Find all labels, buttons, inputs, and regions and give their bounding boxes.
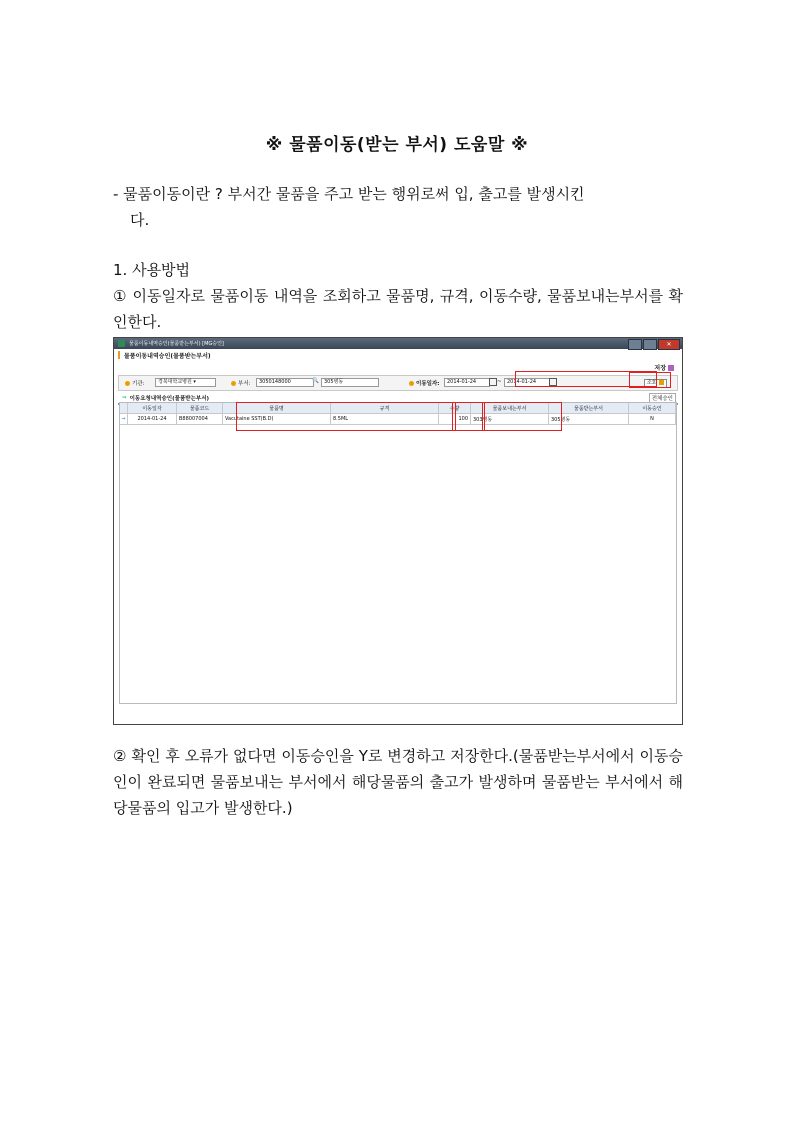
- intro-line-2: 다.: [130, 211, 150, 229]
- maximize-button[interactable]: [643, 339, 657, 350]
- table-cell[interactable]: 303병동: [471, 414, 549, 425]
- table-cell[interactable]: Vacutaine SST(B.D): [223, 414, 331, 425]
- table-cell[interactable]: 100: [439, 414, 471, 425]
- grid-header-selector: [120, 403, 128, 414]
- dept-code-input[interactable]: 3050148000: [256, 378, 314, 387]
- column-header[interactable]: 물품받는부서: [549, 403, 629, 414]
- dept-label: 부서:: [231, 379, 250, 387]
- minimize-button[interactable]: [628, 339, 642, 350]
- approval-cell[interactable]: N: [629, 414, 676, 425]
- screen-title-text: 물품이동내역승인(물품받는부서): [124, 352, 211, 360]
- dept-name-input[interactable]: 305병동: [321, 378, 379, 387]
- column-header[interactable]: 규격: [331, 403, 439, 414]
- method-heading: 1. 사용방법: [113, 261, 191, 279]
- date-label: 이동일자:: [409, 379, 439, 387]
- row-selector-icon[interactable]: ⇒: [120, 414, 128, 425]
- embedded-app-screenshot: [113, 337, 683, 725]
- query-button[interactable]: 조회: [644, 379, 667, 388]
- save-button[interactable]: [654, 363, 674, 372]
- section-arrow-icon: ⇒: [122, 395, 127, 401]
- screen-title: [114, 349, 682, 361]
- window-title: 물품이동내역승인(물품받는부서) [MG승인]: [129, 341, 224, 347]
- save-icon: [668, 365, 674, 371]
- highlight-item-name-spec: [236, 402, 456, 431]
- table-cell[interactable]: 305병동: [549, 414, 629, 425]
- title-marker-icon: [118, 351, 120, 359]
- date-from-input[interactable]: 2014-01-24: [444, 378, 490, 387]
- intro-line-1: - 물품이동이란 ? 부서간 물품을 주고 받는 행위로써 입, 출고를 발생시킨: [113, 185, 585, 203]
- table-cell[interactable]: 2014-01-24: [128, 414, 177, 425]
- window-controls: [627, 339, 680, 348]
- required-dot-icon: [409, 381, 414, 386]
- column-header[interactable]: 이동일자: [128, 403, 177, 414]
- window-titlebar: [114, 338, 682, 349]
- required-dot-icon: [125, 381, 130, 386]
- document-title: ※ 물품이동(받는 부서) 도움말 ※: [265, 135, 529, 155]
- column-header[interactable]: 수량: [439, 403, 471, 414]
- column-header[interactable]: 물품보내는부서: [471, 403, 549, 414]
- highlight-sending-dept: [482, 402, 562, 431]
- org-label: 기관:: [125, 379, 144, 387]
- data-grid: [119, 402, 677, 704]
- step-2-text: ② 확인 후 오류가 없다면 이동승인을 Y로 변경하고 저장한다.(물품받는부서에서 이동승인이 완료되면 물품보내는 부서에서 해당물품의 출고가 발생하며 물품받는 부서에서 해당물품의 입고가 발생한다.): [113, 747, 683, 817]
- intro-paragraph: [113, 181, 683, 233]
- calendar-icon[interactable]: [489, 378, 497, 386]
- approve-all-button[interactable]: 전체승인: [649, 393, 676, 403]
- close-button[interactable]: ✕: [658, 339, 680, 350]
- column-header[interactable]: 물품코드: [177, 403, 223, 414]
- section-title: 이동요청내역승인(물품받는부서): [129, 396, 210, 402]
- save-label: 저장: [654, 365, 666, 372]
- table-cell[interactable]: B88007004: [177, 414, 223, 425]
- table-cell[interactable]: 8.5ML: [331, 414, 439, 425]
- column-header[interactable]: 물품명: [223, 403, 331, 414]
- org-select[interactable]: 경북대학교병원 ▾: [155, 378, 216, 387]
- step-1-text: ① 이동일자로 물품이동 내역을 조회하고 물품명, 규격, 이동수량, 물품보내는부서를 확인한다.: [113, 287, 683, 331]
- column-header[interactable]: 이동승인: [629, 403, 676, 414]
- date-separator: ~: [497, 379, 502, 385]
- highlight-date-range: [515, 371, 657, 387]
- highlight-quantity: [452, 402, 485, 431]
- dept-search-icon[interactable]: 🔍: [312, 378, 319, 384]
- date-to-input[interactable]: 2014-01-24: [504, 378, 550, 387]
- app-icon: [118, 340, 125, 347]
- required-dot-icon: [231, 381, 236, 386]
